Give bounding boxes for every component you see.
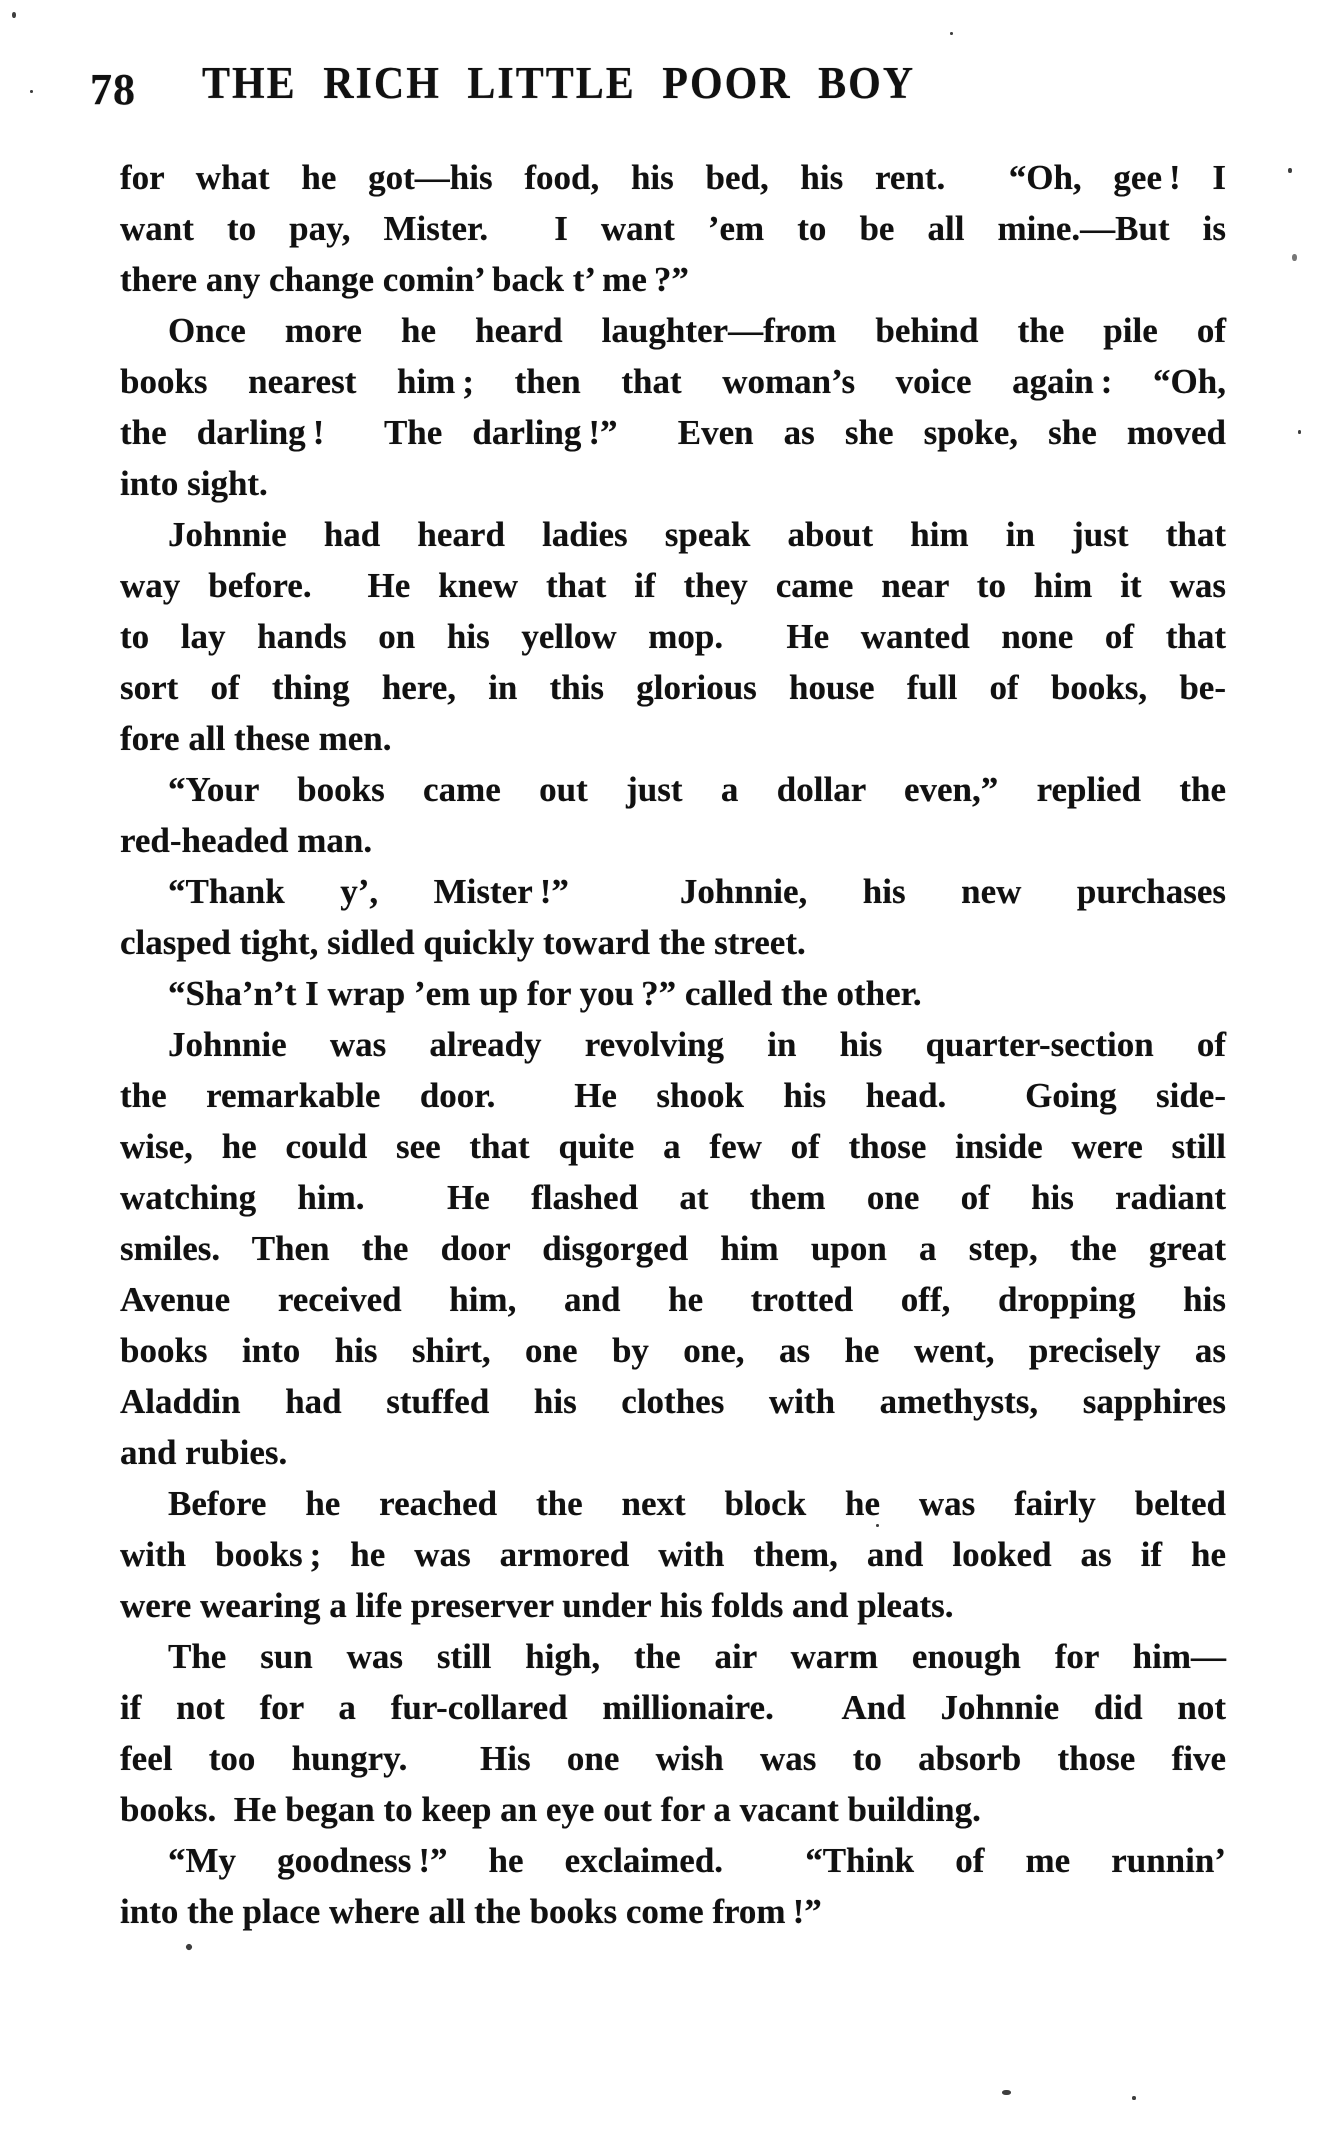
paragraph xyxy=(120,764,1226,866)
paragraph xyxy=(120,509,1226,764)
page-number: 78 xyxy=(90,65,136,114)
text-line: clasped tight, sidled quickly toward the street. xyxy=(120,923,806,962)
text-line: into sight. xyxy=(120,464,268,503)
scan-speck xyxy=(12,12,16,18)
text-line: the remarkable door. He shook his head. Going side- xyxy=(120,1076,1226,1115)
scan-speck xyxy=(1298,430,1301,434)
text-line: “Thank y’, Mister !” Johnnie, his new purchases xyxy=(168,872,1226,911)
text-line: watching him. He flashed at them one of his radiant xyxy=(120,1178,1226,1217)
text-line: if not for a fur-collared millionaire. And Johnnie did not xyxy=(120,1688,1226,1727)
scan-speck xyxy=(1132,2096,1136,2100)
scan-speck xyxy=(30,90,33,93)
text-line: “My goodness !” he exclaimed. “Think of me runnin’ xyxy=(168,1841,1226,1880)
paragraph xyxy=(120,152,1226,305)
text-line: into the place where all the books come from !” xyxy=(120,1892,822,1931)
scan-speck xyxy=(1292,254,1297,261)
text-line: way before. He knew that if they came near to him it was xyxy=(120,566,1226,605)
text-line: Johnnie was already revolving in his quarter-section of xyxy=(168,1025,1226,1064)
text-line: wise, he could see that quite a few of those inside were still xyxy=(120,1127,1226,1166)
text-line: and rubies. xyxy=(120,1433,288,1472)
text-line: smiles. Then the door disgorged him upon a step, the great xyxy=(120,1229,1226,1268)
scan-speck xyxy=(876,1524,879,1527)
paragraph xyxy=(120,1478,1226,1631)
text-line: want to pay, Mister. I want ’em to be all mine.—But is xyxy=(120,209,1226,248)
text-line: Avenue received him, and he trotted off, dropping his xyxy=(120,1280,1226,1319)
text-line: “Your books came out just a dollar even,” replied the xyxy=(168,770,1226,809)
paragraph xyxy=(120,1835,1226,1937)
paragraph xyxy=(120,1631,1226,1835)
text-line: red-headed man. xyxy=(120,821,373,860)
scan-speck xyxy=(1288,168,1292,173)
paragraph xyxy=(120,968,1226,1019)
scan-speck xyxy=(950,32,953,35)
text-line: Johnnie had heard ladies speak about him in just that xyxy=(168,515,1226,554)
text-line: sort of thing here, in this glorious house full of books, be- xyxy=(120,668,1226,707)
text-line: The sun was still high, the air warm enough for him— xyxy=(168,1637,1226,1676)
text-line: were wearing a life preserver under his folds and pleats. xyxy=(120,1586,954,1625)
text-line: Before he reached the next block he was fairly belted xyxy=(168,1484,1226,1523)
text-line: books into his shirt, one by one, as he went, precisely as xyxy=(120,1331,1226,1370)
text-line: books. He began to keep an eye out for a vacant building. xyxy=(120,1790,981,1829)
running-title: THE RICH LITTLE POOR BOY xyxy=(202,59,916,109)
text-line: for what he got—his food, his bed, his rent. “Oh, gee ! I xyxy=(120,158,1226,197)
text-line: the darling ! The darling !” Even as she spoke, she moved xyxy=(120,413,1226,452)
text-line: Once more he heard laughter—from behind the pile of xyxy=(168,311,1226,350)
page-header xyxy=(0,56,1319,126)
text-line: with books ; he was armored with them, and looked as if he xyxy=(120,1535,1226,1574)
text-line: books nearest him ; then that woman’s voice again : “Oh, xyxy=(120,362,1226,401)
text-line: there any change comin’ back t’ me ?” xyxy=(120,260,689,299)
scan-speck xyxy=(1002,2090,1011,2095)
paragraph xyxy=(120,1019,1226,1478)
text-line: Aladdin had stuffed his clothes with amethysts, sapphires xyxy=(120,1382,1226,1421)
paragraph xyxy=(120,305,1226,509)
scan-speck xyxy=(185,1943,193,1951)
body-text xyxy=(120,152,1226,1937)
text-line: fore all these men. xyxy=(120,719,392,758)
text-line: feel too hungry. His one wish was to absorb those five xyxy=(120,1739,1226,1778)
text-line: “Sha’n’t I wrap ’em up for you ?” called the other. xyxy=(168,974,922,1013)
paragraph xyxy=(120,866,1226,968)
text-line: to lay hands on his yellow mop. He wanted none of that xyxy=(120,617,1226,656)
